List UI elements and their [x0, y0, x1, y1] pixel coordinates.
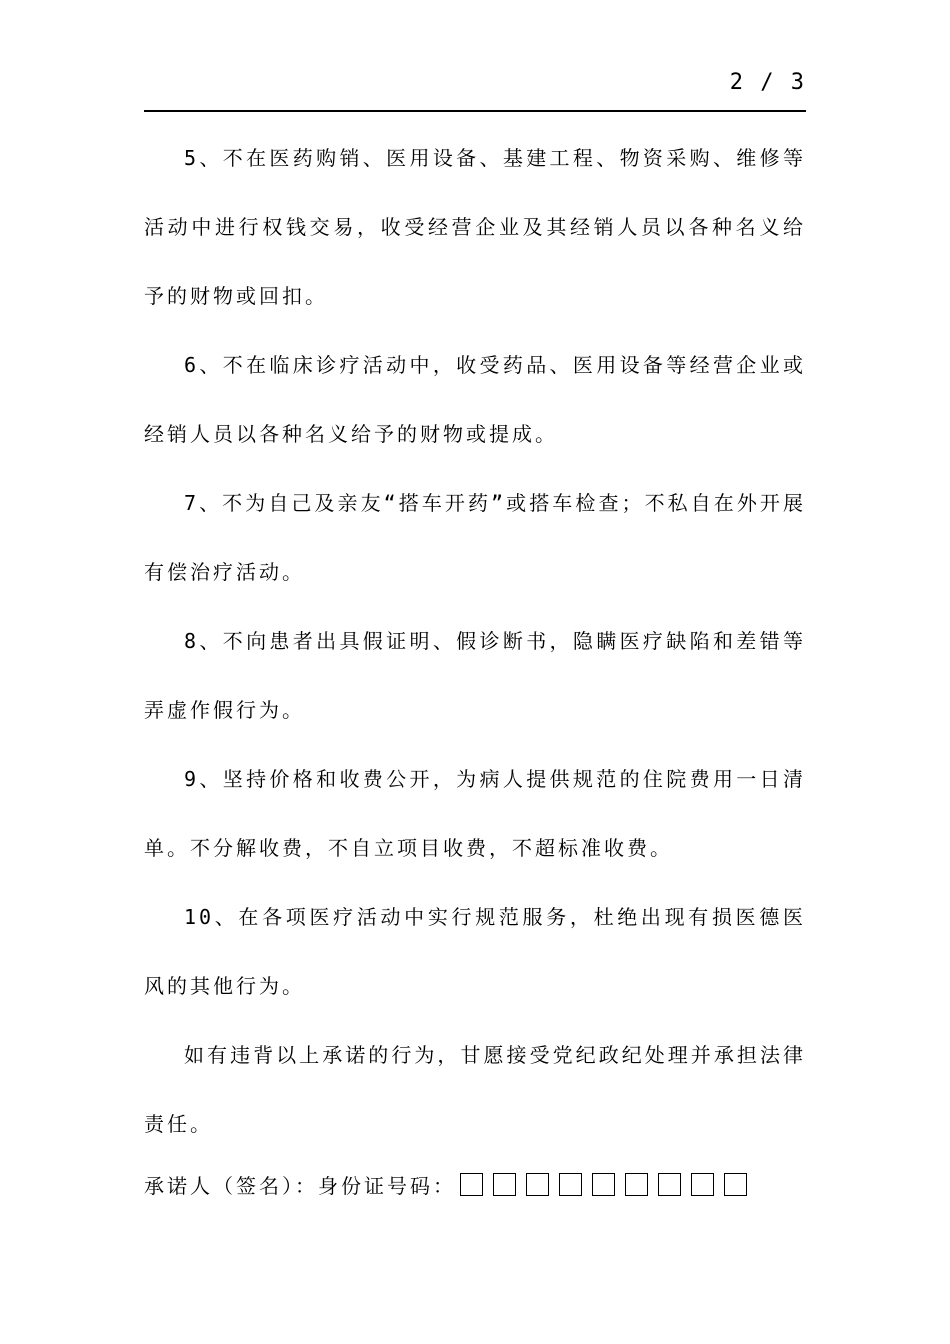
id-digit-box[interactable] — [493, 1173, 516, 1196]
closing-statement: 如有违背以上承诺的行为，甘愿接受党纪政纪处理并承担法律责任。 — [144, 1043, 806, 1136]
id-digit-box[interactable] — [592, 1173, 615, 1196]
clause-8: 8、不向患者出具假证明、假诊断书，隐瞒医疗缺陷和差错等弄虚作假行为。 — [144, 629, 806, 722]
commitment-body — [144, 124, 806, 1159]
clause-6: 6、不在临床诊疗活动中，收受药品、医用设备等经营企业或经销人员以各种名义给予的财物或提成。 — [144, 353, 806, 446]
header-divider — [144, 110, 806, 112]
id-digit-box[interactable] — [691, 1173, 714, 1196]
id-number-boxes — [460, 1173, 747, 1196]
clause-5: 5、不在医药购销、医用设备、基建工程、物资采购、维修等活动中进行权钱交易，收受经营企业及其经销人员以各种名义给予的财物或回扣。 — [144, 146, 806, 308]
signature-label: 承诺人（签名）：身份证号码： — [144, 1174, 456, 1198]
clause-7: 7、不为自己及亲友“搭车开药”或搭车检查；不私自在外开展有偿治疗活动。 — [144, 491, 806, 584]
id-digit-box[interactable] — [658, 1173, 681, 1196]
page-number: 2 / 3 — [729, 70, 806, 95]
id-digit-box[interactable] — [460, 1173, 483, 1196]
clause-9: 9、坚持价格和收费公开，为病人提供规范的住院费用一日清单。不分解收费，不自立项目收费，不超标准收费。 — [144, 767, 806, 860]
id-digit-box[interactable] — [724, 1173, 747, 1196]
clause-10: 10、在各项医疗活动中实行规范服务，杜绝出现有损医德医风的其他行为。 — [144, 905, 806, 998]
id-digit-box[interactable] — [559, 1173, 582, 1196]
id-digit-box[interactable] — [526, 1173, 549, 1196]
signature-line — [144, 1170, 747, 1199]
id-digit-box[interactable] — [625, 1173, 648, 1196]
